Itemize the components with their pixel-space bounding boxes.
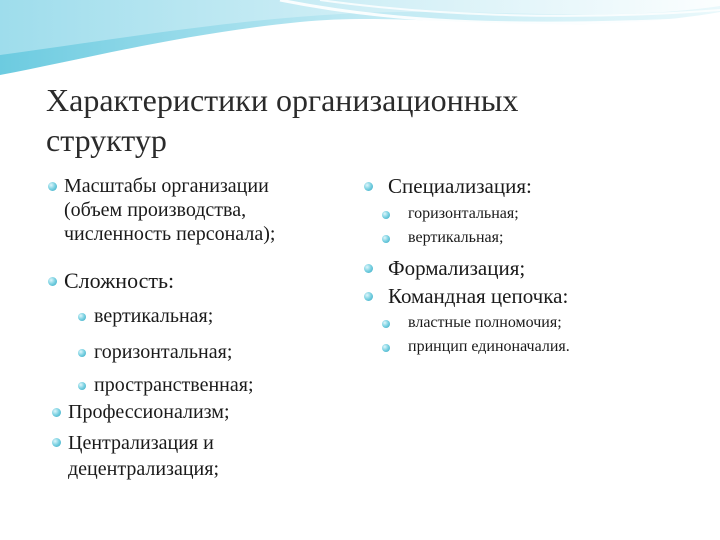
bullet-icon [382, 320, 390, 328]
bullet-icon [382, 235, 390, 243]
bullet-icon [364, 264, 373, 273]
bullet-icon [364, 292, 373, 301]
bullet-icon [48, 277, 57, 286]
complexity-item: вертикальная; [94, 305, 214, 327]
bullet-icon [48, 182, 57, 191]
list-item-chain: Командная цепочка: [388, 284, 569, 308]
bullet-icon [52, 438, 61, 447]
scale-line3: численность персонала); [64, 223, 276, 245]
header-wave-decoration [0, 0, 720, 90]
centralization-line1: Централизация и [68, 432, 214, 454]
list-item-centralization [68, 430, 219, 482]
list-item-specialization: Специализация: [388, 174, 532, 198]
slide-title-line2: структур [46, 122, 167, 158]
bullet-icon [364, 182, 373, 191]
complexity-item: горизонтальная; [94, 341, 233, 363]
centralization-line2: децентрализация; [68, 458, 219, 480]
bullet-icon [382, 211, 390, 219]
list-item-scale [64, 174, 275, 246]
list-item-formalization: Формализация; [388, 256, 526, 280]
bullet-icon [78, 349, 86, 357]
chain-item: принцип единоначалия. [408, 338, 570, 355]
bullet-icon [78, 382, 86, 390]
scale-line2: (объем производства, [64, 199, 247, 221]
specialization-item: горизонтальная; [408, 205, 519, 222]
slide-title [46, 80, 666, 160]
bullet-icon [78, 313, 86, 321]
slide-title-line1: Характеристики организационных [46, 82, 519, 118]
list-item-complexity: Сложность: [64, 268, 175, 293]
chain-item: властные полномочия; [408, 314, 562, 331]
bullet-icon [52, 408, 61, 417]
complexity-item: пространственная; [94, 374, 254, 396]
specialization-item: вертикальная; [408, 229, 504, 246]
list-item-professionalism: Профессионализм; [68, 401, 230, 423]
bullet-icon [382, 344, 390, 352]
scale-line1: Масштабы организации [64, 175, 269, 197]
